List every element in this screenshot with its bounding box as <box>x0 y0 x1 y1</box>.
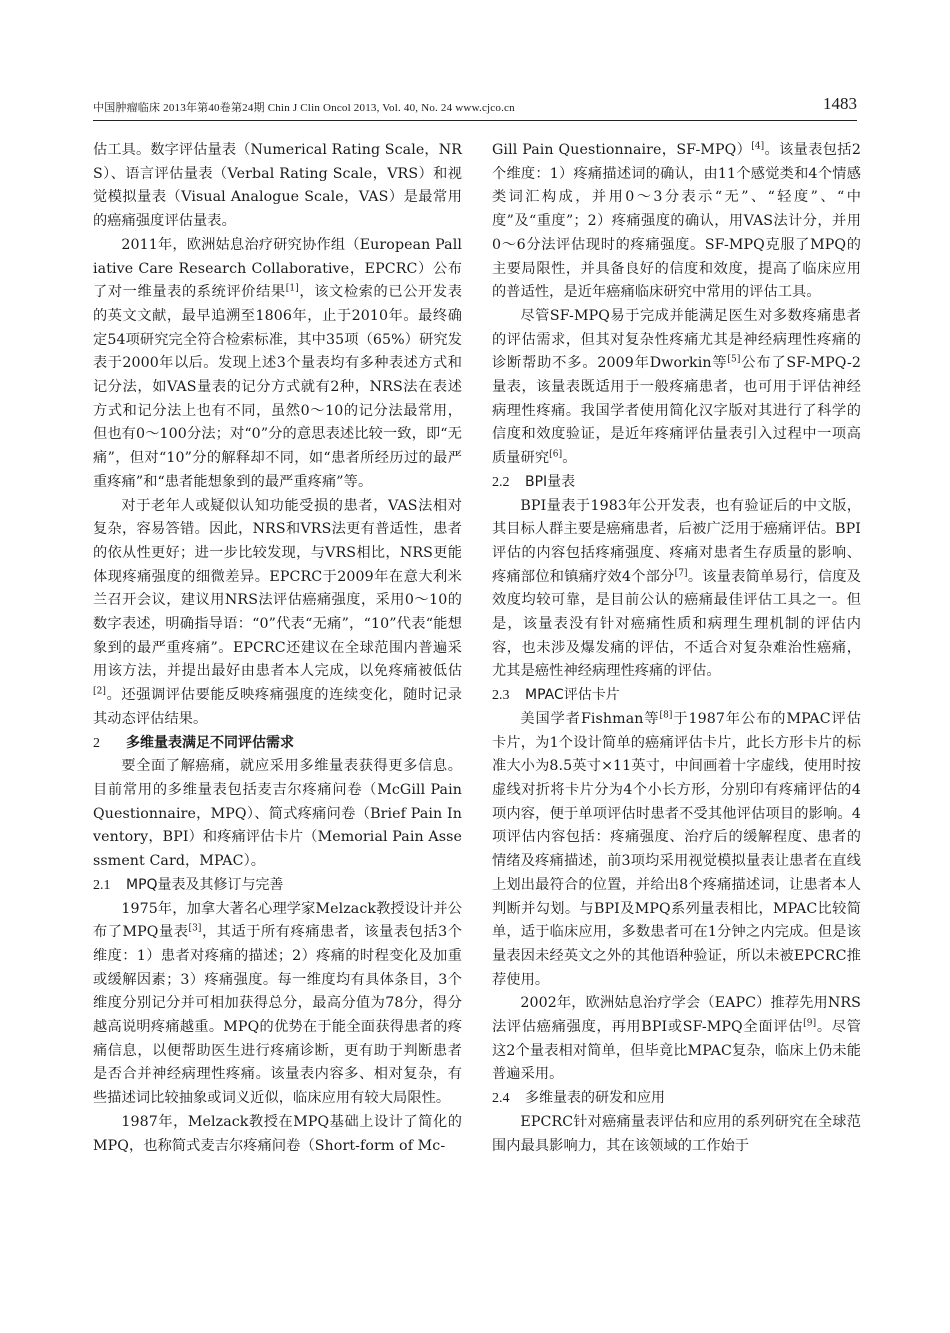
paragraph: 估工具。数字评估量表（Numerical Rating Scale，NRS）、语言评估量表（Verbal Rating Scale，VRS）和视觉模拟量表（Visual Analogue Scale，VAS）是最常用的癌痛强度评估量表。 <box>93 142 462 230</box>
citation-ref: [9] <box>803 1018 817 1029</box>
paragraph: 尽管SF-MPQ易于完成并能满足医生对多数疼痛患者的评估需求，但其对复杂性疼痛尤其是神经病理性疼痛的诊断帮助不多。2009年Dworkin等[5]公布了SF-MPQ-2量表，该量表既适用于一般疼痛患者，也可用于评估神经病理性疼痛。我国学者使用简化汉字版对其进行了科学的信度和效度验证，是近年疼痛评估量表引入过程中一项高质量研究[6]。 <box>492 307 861 467</box>
page-number: 1483 <box>823 94 857 113</box>
running-header <box>93 96 857 118</box>
paragraph: EPCRC针对癌痛量表评估和应用的系列研究在全球范围内最具影响力，其在该领域的工作始于 <box>492 1113 861 1154</box>
paragraph: 1975年，加拿大著名心理学家Melzack教授设计并公布了MPQ量表[3]，其适于所有疼痛患者，该量表包括3个维度：1）患者对疼痛的描述；2）疼痛的时程变化及加重或缓解因素；3）疼痛强度。每一维度均有具体条目，3个维度分别记分并可相加获得总分，最高分值为78分，得分越高说明疼痛越重。MPQ的优势在于能全面获得患者的疼痛信息，以便帮助医生进行疼痛诊断，更有助于判断患者是否合并神经病理性疼痛。该量表内容多、相对复杂，有些描述词比较抽象或词义近似，临床应用有较大局限性。 <box>93 900 463 1107</box>
paragraph: Gill Pain Questionnaire，SF-MPQ）[4]。该量表包括2个维度：1）疼痛描述词的确认，由11个感觉类和4个情感类词汇构成，并用0～3分表示“无”、“轻度”、“中度”及“重度”；2）疼痛强度的确认，用VAS法计分，并用0～6分法评估现时的疼痛强度。SF-MPQ克服了MPQ的主要局限性，并具备良好的信度和效度，提高了临床应用的普适性，是近年癌痛临床研究中常用的评估工具。 <box>492 141 861 301</box>
subsection-heading: 2.4 多维量表的研发和应用 <box>492 1090 665 1107</box>
citation-ref: [5] <box>727 354 741 365</box>
section-heading: 2 多维量表满足不同评估需求 <box>93 734 294 751</box>
paragraph: BPI量表于1983年公开发表，也有验证后的中文版，其目标人群主要是癌痛患者，后被广泛用于癌痛评估。BPI评估的内容包括疼痛强度、疼痛对患者生存质量的影响、疼痛部位和镇痛疗效4个部分[7]。该量表简单易行，信度及效度均较可靠，是目前公认的癌痛最佳评估工具之一。但是，该量表没有针对癌痛性质和病理生理机制的评估内容，也未涉及爆发痛的评估，不适合对复杂难治性癌痛，尤其是癌性神经病理性疼痛的评估。 <box>492 497 861 680</box>
paragraph: 2011年，欧洲姑息治疗研究协作组（European Palliative Care Research Collaborative，EPCRC）公布了对一维量表的系统评价结果[1]，该文检索的已公开发表的英文文献，最早追溯至1806年，止于2010年。最终确定54项研究完全符合检索标准，其中35项（65%）研究发表于2000年以后。发现上述3个量表均有多种表述方式和记分法，如VAS量表的记分方式就有2种，NRS法在表述方式和记分法上也有不同，虽然0～10的记分法最常用，但也有0～100分法；对“0”分的意思表述比较一致，即“无痛”，但对“10”分的解释却不同，如“患者所经历过的最严重疼痛”和“患者能想象到的最严重疼痛”等。 <box>93 236 462 490</box>
header-divider <box>93 120 857 121</box>
subsection-heading: 2.1 MPQ量表及其修订与完善 <box>93 876 284 893</box>
paragraph: 要全面了解癌痛，就应采用多维量表获得更多信息。目前常用的多维量表包括麦吉尔疼痛问卷（McGill Pain Questionnaire，MPQ）、简式疼痛问卷（Brief Pain Inventory，BPI）和疼痛评估卡片（Memorial Pain Assessment Card，MPAC）。 <box>93 758 462 870</box>
subsection-heading: 2.2 BPI量表 <box>492 473 576 490</box>
citation-ref: [6] <box>549 449 563 460</box>
citation-ref: [8] <box>659 710 673 721</box>
journal-citation: 中国肿瘤临床 2013年第40卷第24期 Chin J Clin Oncol 2013, Vol. 40, No. 24 www.cjco.cn <box>93 102 515 114</box>
subsection-heading: 2.3 MPAC评估卡片 <box>492 687 620 704</box>
left-column <box>93 139 462 1158</box>
paragraph: 2002年，欧洲姑息治疗学会（EAPC）推荐先用NRS法评估癌痛强度，再用BPI或SF-MPQ全面评估[9]。尽管这2个量表相对简单，但毕竟比MPAC复杂，临床上仍未能普遍采用。 <box>492 995 861 1083</box>
paragraph: 美国学者Fishman等[8]于1987年公布的MPAC评估卡片，为1个设计简单的癌痛评估卡片，此长方形卡片的标准大小为8.5英寸×11英寸，中间画着十字虚线，使用时按虚线对折将卡片分为4个小长方形，分别印有疼痛评估的4项内容，便于单项评估时患者不受其他评估项目的影响。4项评估内容包括：疼痛强度、治疗后的缓解程度、患者的情绪及疼痛描述，前3项均采用视觉模拟量表让患者在直线上划出最符合的位置，并给出8个疼痛描述词，让患者本人判断并勾划。与BPI及MPQ系列量表相比，MPAC比较简单，适于临床应用，多数患者可在1分钟之内完成。但是该量表因未经英文之外的其他语种验证，所以未被EPCRC推荐使用。 <box>492 710 861 988</box>
citation-ref: [3] <box>188 923 202 934</box>
citation-ref: [1] <box>285 283 299 294</box>
citation-ref: [2] <box>93 686 107 697</box>
citation-ref: [7] <box>674 567 688 578</box>
paragraph: 1987年，Melzack教授在MPQ基础上设计了简化的MPQ，也称简式麦吉尔疼痛问卷（Short-form of Mc- <box>93 1113 462 1154</box>
right-column <box>492 139 861 1158</box>
paragraph: 对于老年人或疑似认知功能受损的患者，VAS法相对复杂，容易答错。因此，NRS和VRS法更有普适性，患者的依从性更好；进一步比较发现，与VRS相比，NRS更能体现疼痛强度的细微差异。EPCRC于2009年在意大利米兰召开会议，建议用NRS法评估癌痛强度，采用0～10的数字表述，明确指导语：“0”代表“无痛”，“10”代表“能想象到的最严重疼痛”。EPCRC还建议在全球范围内普遍采用该方法，并提出最好由患者本人完成，以免疼痛被低估[2]。还强调评估要能反映疼痛强度的连续变化，随时记录其动态评估结果。 <box>93 497 462 727</box>
citation-ref: [4] <box>751 141 765 152</box>
